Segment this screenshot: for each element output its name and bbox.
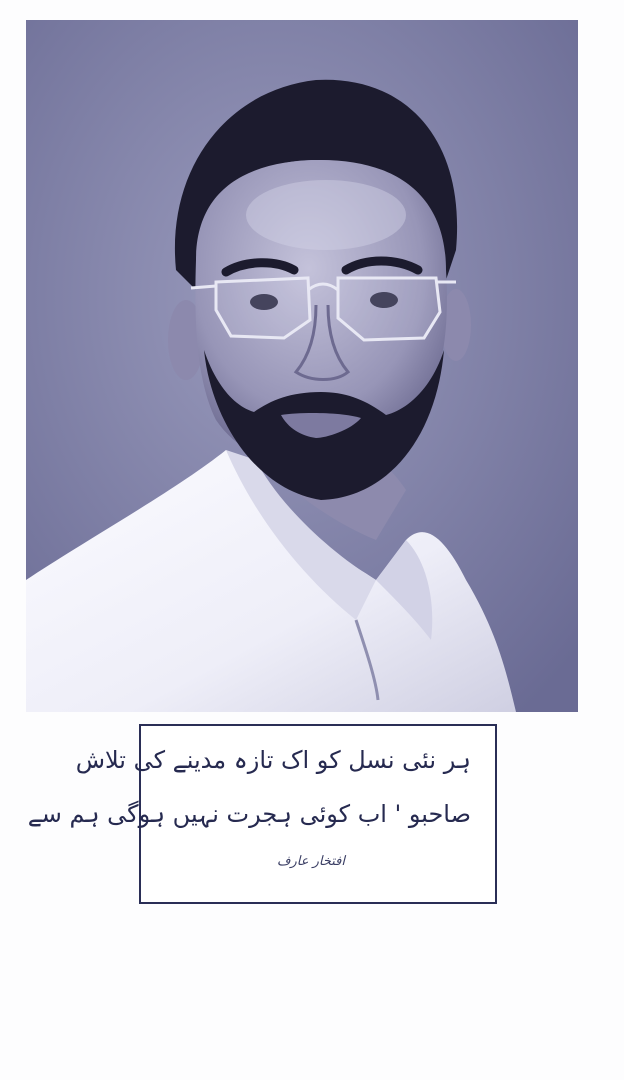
verse-box: [27, 724, 497, 904]
poet-signature: افتخار عارف: [277, 854, 345, 869]
portrait-photo: [26, 20, 578, 712]
verse-line-1: ہر نئی نسل کو اک تازہ مدینے کی تلاش: [75, 746, 471, 774]
verse-line-2: صاحبو ' اب کوئی ہجرت نہیں ہوگی ہم سے: [27, 800, 471, 828]
